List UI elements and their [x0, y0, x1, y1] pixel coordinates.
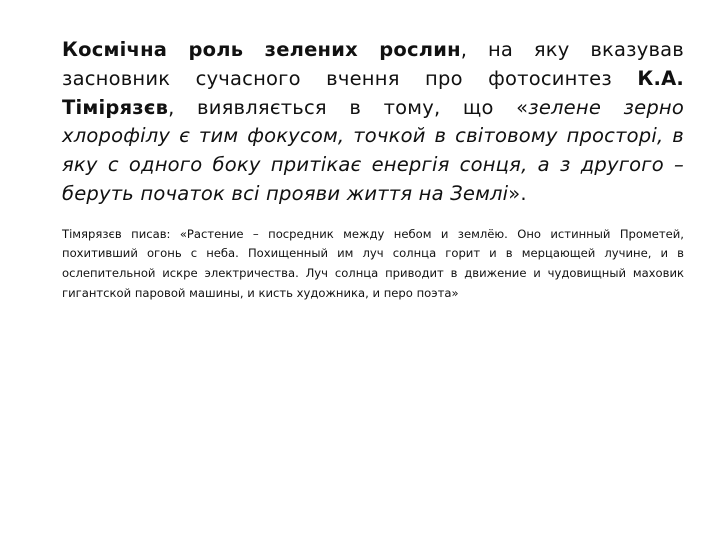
title-bold: Космічна роль зелених рослин — [62, 38, 461, 61]
author-name: К.А. Тімірязєв — [62, 66, 684, 119]
sub-paragraph: Тімярязєв писав: «Растение – посредник между небом и землёю. Оно истинный Прометей, похитивший огонь с неба. Похищенный им луч солнца горит и в мерцающей лучине, и в ослепительной искре электричества. Луч солнца приводит в движение и чудовищный маховик гигантской паровой машины, и кисть художника, и перо поэта» — [62, 226, 684, 300]
slide-content — [62, 36, 684, 303]
main-text-end: ». — [508, 181, 527, 205]
quote-text: зелене зерно хлорофілу є тим фокусом, точкой в світовому просторі, в яку с одного боку притікає енергія сонця, а з другого – беруть початок всі прояви життя на Землі — [62, 95, 684, 205]
main-text-part-2: , виявляється в тому, що « — [168, 95, 529, 119]
main-text-part-1: , на яку вказував засновник сучасного вчення про фотосинтез — [62, 38, 684, 90]
main-paragraph — [62, 36, 684, 209]
